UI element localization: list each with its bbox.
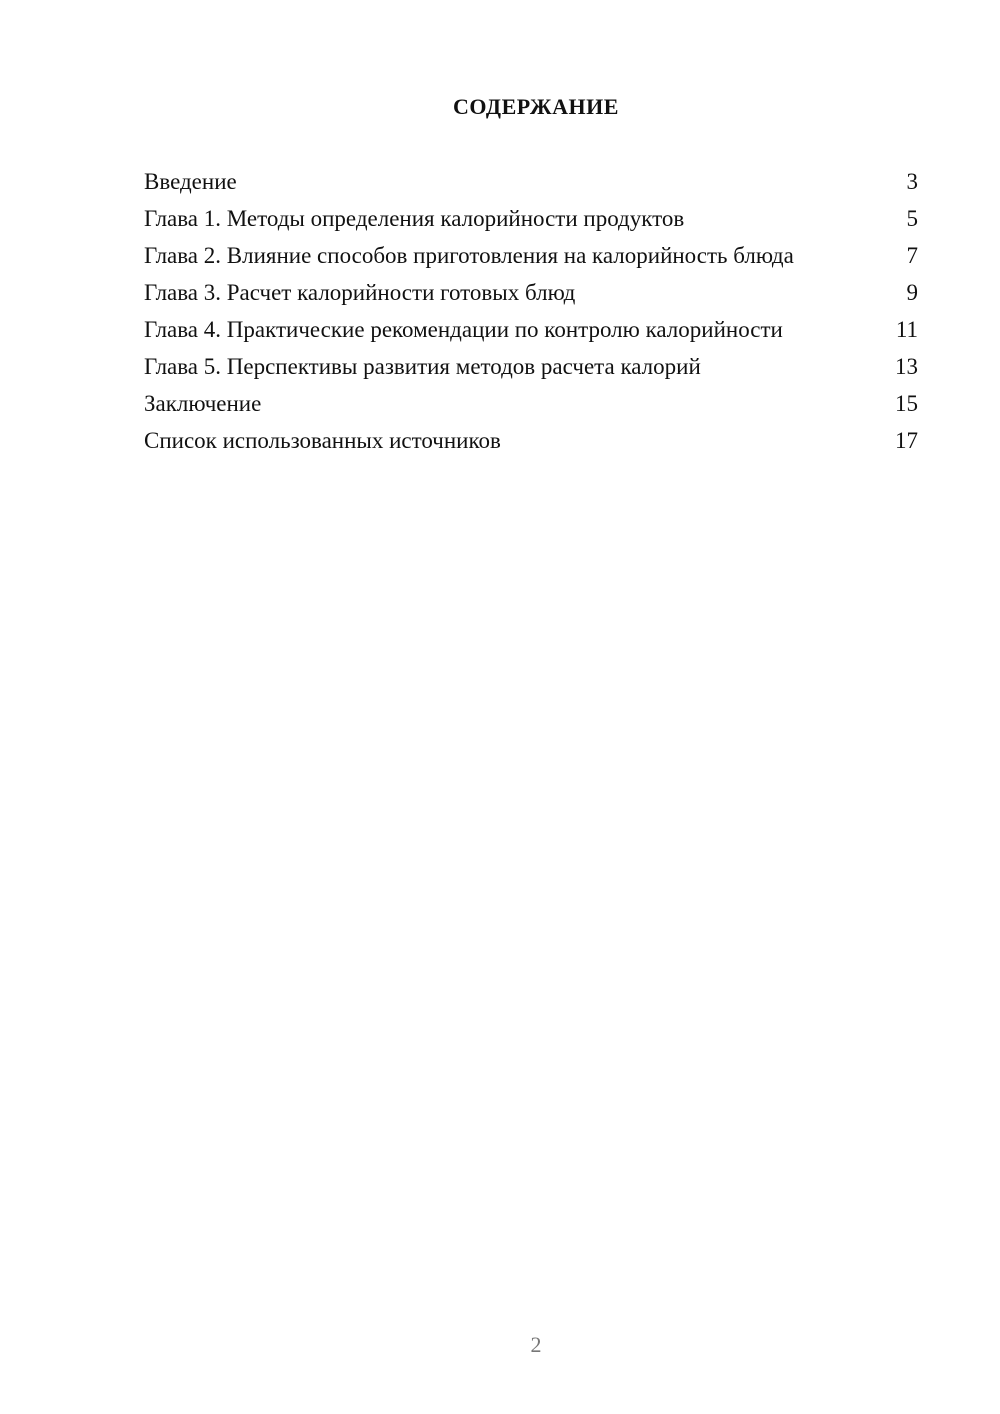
toc-entry-label: Глава 4. Практические рекомендации по контролю калорийности <box>144 317 783 342</box>
toc-entry-references <box>144 427 918 454</box>
toc-entry-chapter-1 <box>144 205 918 232</box>
toc-entry-label: Глава 2. Влияние способов приготовления на калорийность блюда <box>144 243 794 268</box>
toc-entry-chapter-3 <box>144 279 918 306</box>
toc-entry-page: 9 <box>906 280 918 305</box>
toc-entry-label: Введение <box>144 169 237 194</box>
toc-entry-label: Глава 1. Методы определения калорийности продуктов <box>144 206 685 231</box>
toc-entry-label: Список использованных источников <box>144 428 501 453</box>
toc-entry-page: 15 <box>895 391 918 416</box>
toc-entry-page: 3 <box>906 169 918 194</box>
toc-entry-label: Глава 5. Перспективы развития методов расчета калорий <box>144 354 701 379</box>
toc-entry-conclusion <box>144 390 918 417</box>
page-number: 2 <box>530 1332 542 1357</box>
toc-entry-page: 13 <box>895 354 918 379</box>
toc-entry-label: Заключение <box>144 391 262 416</box>
toc-entry-page: 11 <box>895 317 918 342</box>
toc-entry-page: 5 <box>906 206 918 231</box>
toc-entry-chapter-5 <box>144 353 918 380</box>
toc-entry-chapter-4 <box>144 316 918 343</box>
toc-entry-introduction <box>144 168 918 195</box>
toc-entry-chapter-2 <box>144 242 918 269</box>
toc-entry-page: 17 <box>895 428 918 453</box>
toc-entry-page: 7 <box>906 243 918 268</box>
toc-title: СОДЕРЖАНИЕ <box>453 94 619 119</box>
toc-entry-label: Глава 3. Расчет калорийности готовых блюд <box>144 280 576 305</box>
table-of-contents <box>144 168 918 464</box>
